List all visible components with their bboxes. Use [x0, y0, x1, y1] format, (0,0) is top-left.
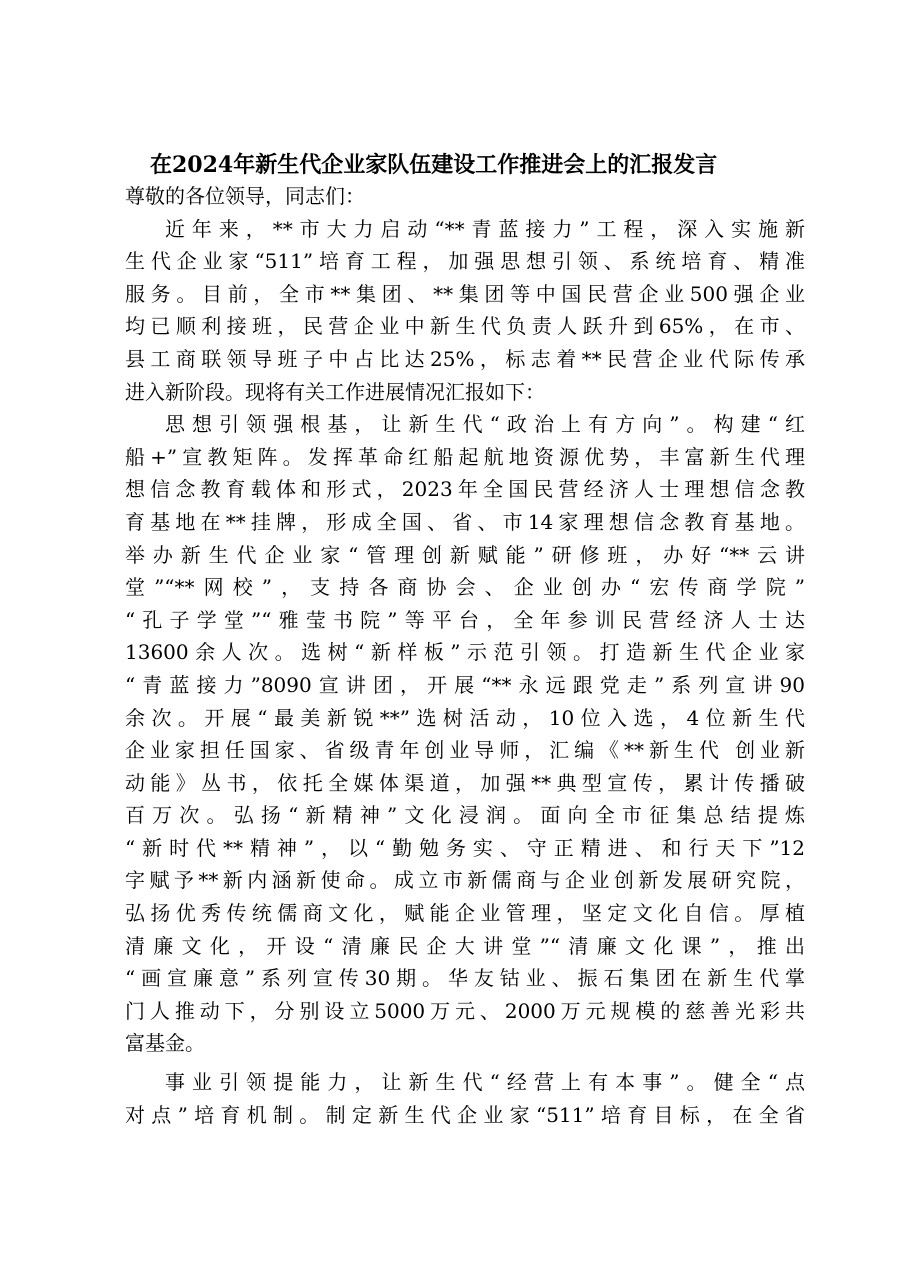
- text-line: “画宣廉意”系列宣传30期。华友钴业、振石集团在新生代掌: [125, 966, 805, 991]
- text-line: 均已顺利接班，民营企业中新生代负责人跃升到65%，在市、: [125, 314, 805, 339]
- text-line: 动能》丛书，依托全媒体渠道，加强**典型宣传，累计传播破: [125, 770, 805, 795]
- text-line: 船+”宣教矩阵。发挥革命红船起航地资源优势，丰富新生代理: [125, 444, 805, 469]
- text-line: “孔子学堂”“雅莹书院”等平台，全年参训民营经济人士达: [125, 607, 805, 632]
- text-line: 富基金。: [125, 1031, 205, 1056]
- text-line: 服务。目前，全市**集团、**集团等中国民营企业500强企业: [125, 281, 805, 306]
- text-line: “青蓝接力”8090宣讲团，开展“**永远跟党走”系列宣讲90: [125, 672, 805, 697]
- text-line: 生代企业家“511”培育工程，加强思想引领、系统培育、精准: [125, 249, 805, 274]
- text-line: 育基地在**挂牌，形成全国、省、市14家理想信念教育基地。: [125, 509, 805, 534]
- text-line: 门人推动下，分别设立5000万元、2000万元规模的慈善光彩共: [125, 998, 805, 1023]
- text-line: 弘扬优秀传统儒商文化，赋能企业管理，坚定文化自信。厚植: [125, 901, 805, 926]
- text-line: 举办新生代企业家“管理创新赋能”研修班，办好“**云讲: [125, 542, 805, 567]
- text-line: 百万次。弘扬“新精神”文化浸润。面向全市征集总结提炼: [125, 803, 805, 828]
- text-line: “新时代**精神”，以“勤勉务实、守正精进、和行天下”12: [125, 835, 805, 860]
- text-line: 对点”培育机制。制定新生代企业家“511”培育目标，在全省: [125, 1102, 805, 1127]
- text-line: 思想引领强根基，让新生代“政治上有方向”。构建“红: [165, 412, 805, 437]
- text-line: 企业家担任国家、省级青年创业导师，汇编《**新生代 创业新: [125, 738, 805, 763]
- text-line: 余次。开展“最美新锐**”选树活动，10位入选，4位新生代: [125, 705, 805, 730]
- text-line: 堂”“**网校”，支持各商协会、企业创办“宏传商学院”: [125, 575, 805, 600]
- text-line: 近年来，**市大力启动“**青蓝接力”工程，深入实施新: [165, 216, 805, 241]
- text-line: 13600余人次。选树“新样板”示范引领。打造新生代企业家: [125, 640, 805, 665]
- document-title: 在2024年新生代企业家队伍建设工作推进会上的汇报发言: [150, 152, 718, 178]
- text-line: 进入新阶段。现将有关工作进展情况汇报如下：: [125, 379, 545, 404]
- text-line: 清廉文化，开设“清廉民企大讲堂”“清廉文化课”，推出: [125, 933, 805, 958]
- text-line: 想信念教育载体和形式，2023年全国民营经济人士理想信念教: [125, 477, 805, 502]
- document-body: [125, 180, 805, 1131]
- text-line: 事业引领提能力，让新生代“经营上有本事”。健全“点: [165, 1070, 805, 1095]
- salutation: 尊敬的各位领导，同志们：: [125, 184, 365, 208]
- text-line: 县工商联领导班子中占比达25%，标志着**民营企业代际传承: [125, 346, 805, 371]
- text-line: 字赋予**新内涵新使命。成立市新儒商与企业创新发展研究院，: [125, 868, 805, 893]
